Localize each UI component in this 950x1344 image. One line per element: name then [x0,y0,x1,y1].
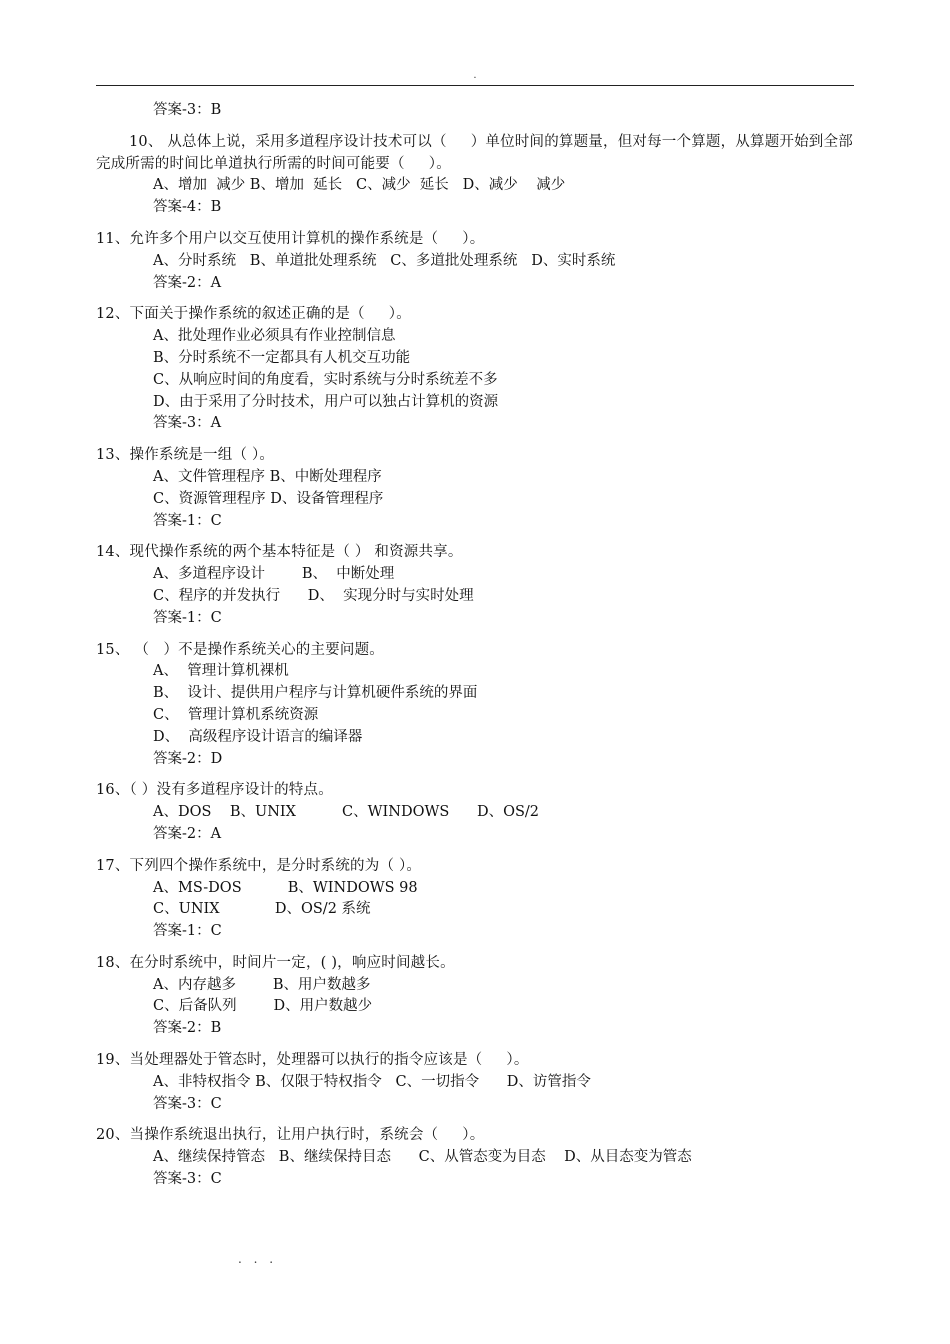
question-block [96,640,856,771]
question-option: C、 管理计算机系统资源 [153,706,319,723]
question-block [96,856,856,943]
question-block [96,132,856,219]
answer-line: 答案-2：D [153,750,223,767]
question-option: A、文件管理程序 B、中断处理程序 [153,468,382,485]
question-stem: 19、当处理器处于管态时，处理器可以执行的指令应该是（ ）。 [96,1052,529,1069]
answer-line: 答案-1：C [153,923,222,940]
question-option: C、后备队列 D、用户数越少 [153,998,373,1015]
answer-line: 答案-2：A [153,274,222,291]
question-stem: 12、下面关于操作系统的叙述正确的是（ ）。 [96,306,411,323]
top-answer: 答案-3：B [153,102,222,118]
question-block [96,542,856,629]
question-block [96,445,856,532]
question-block [96,953,856,1040]
answer-line: 答案-2：A [153,825,222,842]
question-stem: 13、操作系统是一组（ ）。 [96,447,275,464]
question-stem: 15、 （ ）不是操作系统关心的主要问题。 [96,641,384,658]
header-rule [96,85,854,86]
question-option: D、 高级程序设计语言的编译器 [153,728,363,745]
question-option: B、 设计、提供用户程序与计算机硬件系统的界面 [153,685,478,702]
answer-line: 答案-1：C [153,609,222,626]
question-stem: 18、在分时系统中，时间片一定，( )，响应时间越长。 [96,954,455,971]
question-option: A、内存越多 B、用户数越多 [153,976,371,993]
question-list [96,100,856,1191]
question-stem: 14、现代操作系统的两个基本特征是（ ） 和资源共享。 [96,544,463,561]
question-stem: 16、（ ）没有多道程序设计的特点。 [96,782,333,799]
answer-line: 答案-3：C [153,1095,222,1112]
question-stem: 17、下列四个操作系统中，是分时系统的为（ ）。 [96,857,422,874]
question-stem: 11、允许多个用户以交互使用计算机的操作系统是（ ）。 [96,230,485,247]
question-option: A、 管理计算机裸机 [153,663,289,680]
question-option: B、分时系统不一定都具有人机交互功能 [153,349,411,366]
question-option: C、UNIX D、OS/2 系统 [153,901,371,918]
answer-line: 答案-2：B [153,1020,222,1037]
question-block [96,229,856,294]
question-block [96,1050,856,1115]
question-block [96,780,856,845]
question-option: C、程序的并发执行 D、 实现分时与实时处理 [153,587,474,604]
question-block [96,1125,856,1190]
question-option: D、由于采用了分时技术，用户可以独占计算机的资源 [153,393,499,410]
question-option: A、DOS B、UNIX C、WINDOWS D、OS/2 [153,804,540,821]
question-option: C、从响应时间的角度看，实时系统与分时系统差不多 [153,371,498,388]
footer-dots: . . . [238,1252,278,1266]
questions [96,132,856,1191]
question-option: A、批处理作业必须具有作业控制信息 [153,328,396,345]
question-stem: 10、 从总体上说，采用多道程序设计技术可以（ ）单位时间的算题量，但对每一个算题，从算题开始到全部完成所需的时间比单道执行所需的时间可能要（ ）。 [96,133,853,172]
header-dot: . [473,70,477,81]
answer-line: 答案-3：C [153,1171,222,1188]
question-option: A、MS-DOS B、WINDOWS 98 [153,879,418,896]
question-option: A、增加 减少 B、增加 延长 C、减少 延长 D、减少 减少 [153,177,566,194]
question-block [96,304,856,435]
question-option: C、资源管理程序 D、设备管理程序 [153,490,384,507]
question-option: A、多道程序设计 B、 中断处理 [153,566,395,583]
answer-line: 答案-1：C [153,512,222,529]
question-option: A、继续保持管态 B、继续保持目态 C、从管态变为目态 D、从目态变为管态 [153,1149,692,1166]
question-option: A、分时系统 B、单道批处理系统 C、多道批处理系统 D、实时系统 [153,252,616,269]
question-option: A、非特权指令 B、仅限于特权指令 C、一切指令 D、访管指令 [153,1073,591,1090]
answer-line: 答案-4：B [153,199,222,216]
answer-line: 答案-3：A [153,415,222,432]
question-stem: 20、当操作系统退出执行，让用户执行时，系统会（ ）。 [96,1127,485,1144]
